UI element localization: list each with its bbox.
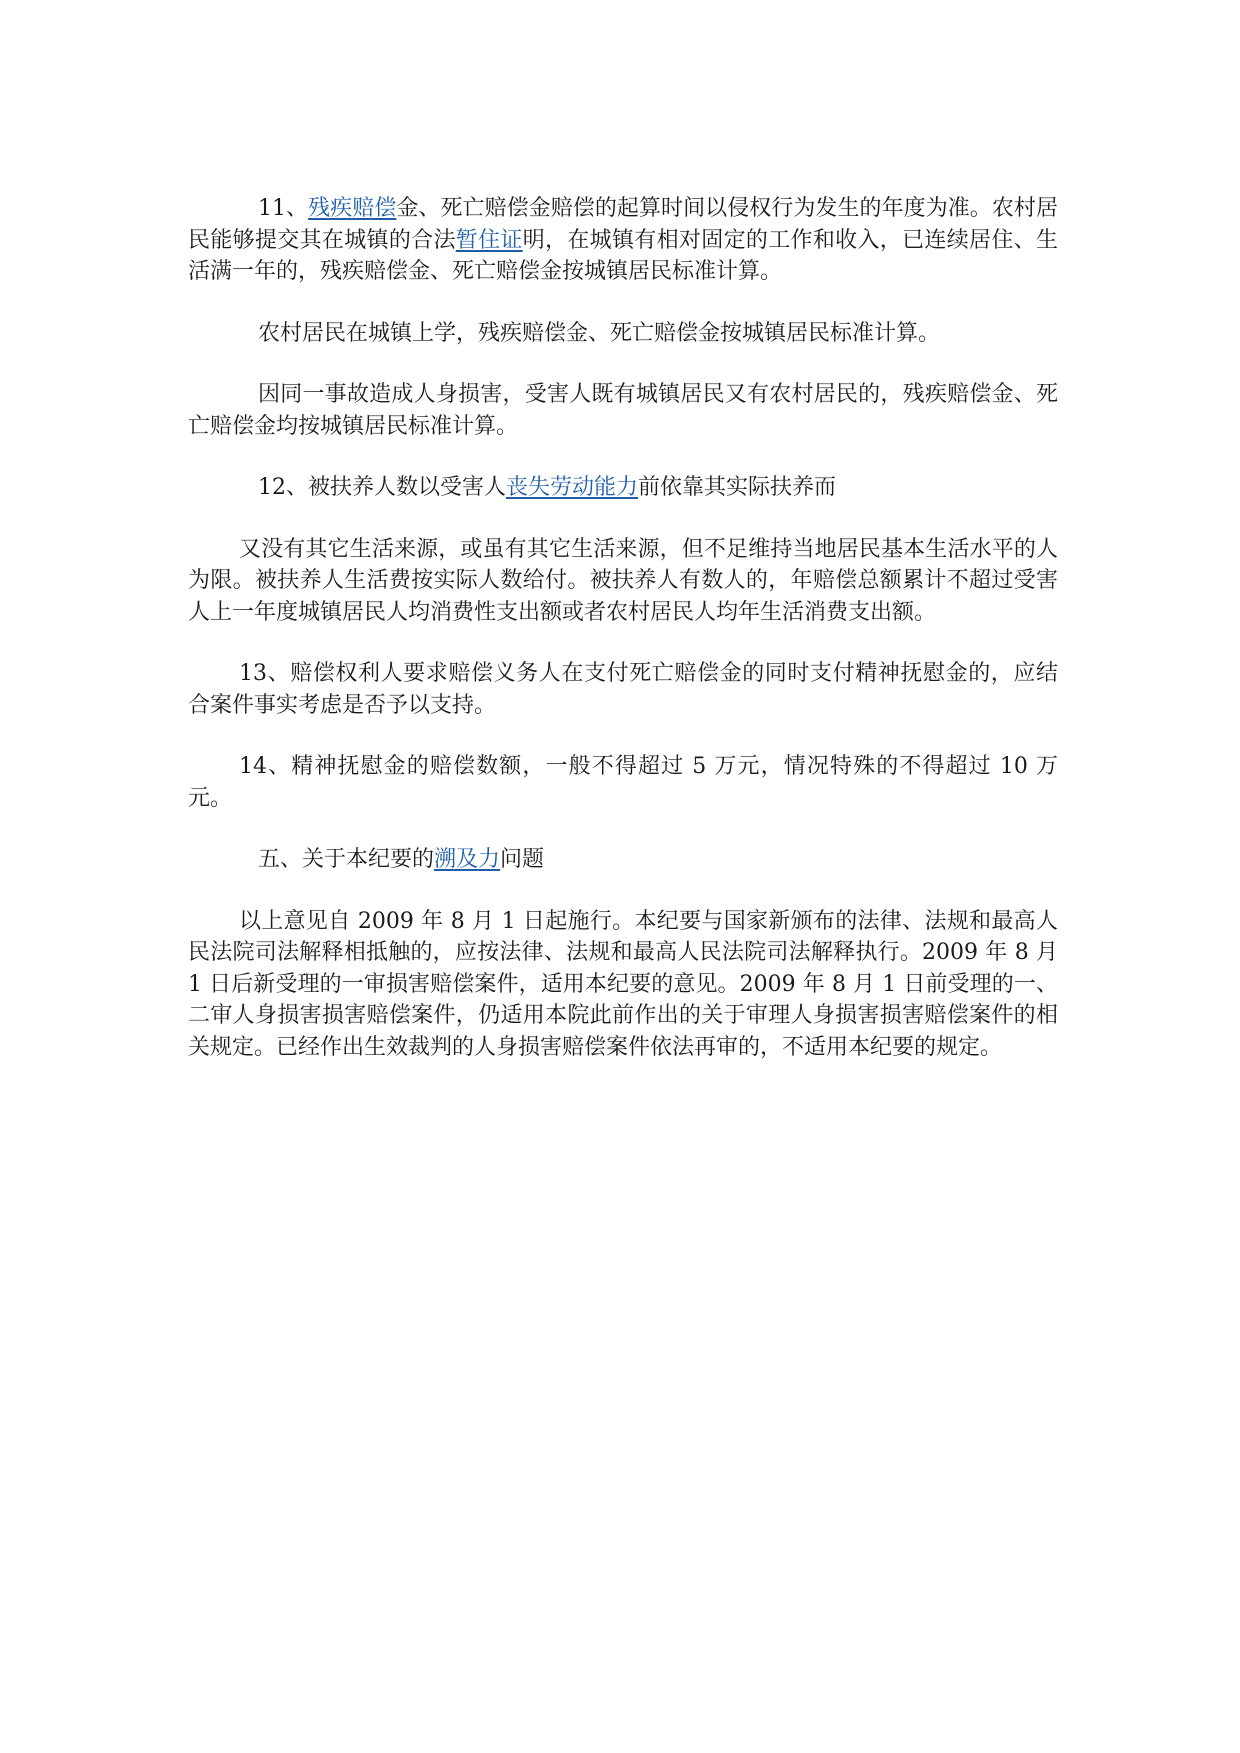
paragraph-dependents: 又没有其它生活来源，或虽有其它生活来源，但不足维持当地居民基本生活水平的人为限。被扶养人生活费按实际人数给付。被扶养人有数人的，年赔偿总额累计不超过受害人上一年度城镇居民人均消费性支出额或者农村居民人均年生活消费支出额。 [188, 536, 1058, 625]
link-disability-compensation[interactable]: 残疾赔偿 [308, 196, 397, 221]
paragraph-12 [188, 472, 1058, 504]
paragraph-rural-students: 农村居民在城镇上学，残疾赔偿金、死亡赔偿金按城镇居民标准计算。 [258, 320, 941, 346]
link-loss-of-working-ability[interactable]: 丧失劳动能力 [506, 475, 639, 500]
paragraph-11-text-1: 金、死亡赔偿金赔偿的起算时间以侵权行为发生的年度为准。农村居民能够提交其在城镇的合法 [188, 196, 1058, 253]
document-body [188, 193, 1058, 1063]
section-heading-5-text-2: 问题 [500, 847, 545, 872]
paragraph-11-text-2: 明，在城镇有相对固定的工作和收入，已连续居住、生活满一年的，残疾赔偿金、死亡赔偿金按城镇居民标准计算。 [188, 227, 1058, 284]
paragraph-14: 14、精神抚慰金的赔偿数额，一般不得超过 5 万元，情况特殊的不得超过 10 万元。 [188, 754, 1058, 811]
section-heading-5-text-1: 五、关于本纪要的 [258, 847, 435, 872]
paragraph-12-text-1: 12、被扶养人数以受害人 [258, 475, 506, 500]
paragraph-same-accident: 因同一事故造成人身损害，受害人既有城镇居民又有农村居民的，残疾赔偿金、死亡赔偿金均按城镇居民标准计算。 [188, 382, 1058, 439]
paragraph-12-text-2: 前依靠其实际扶养而 [638, 475, 837, 500]
paragraph-13: 13、赔偿权利人要求赔偿义务人在支付死亡赔偿金的同时支付精神抚慰金的，应结合案件事实考虑是否予以支持。 [188, 661, 1058, 718]
paragraph-11-number: 11、 [258, 196, 309, 221]
paragraph-11 [188, 193, 1058, 288]
paragraph-effective-date: 以上意见自 2009 年 8 月 1 日起施行。本纪要与国家新颁布的法律、法规和最高人民法院司法解释相抵触的，应按法律、法规和最高人民法院司法解释执行。2009 年 8 月 1 日后新受理的一审损害赔偿案件，适用本纪要的意见。2009 年 8 月 1 日前受理的一、二审人身损害损害赔偿案件，仍适用本院此前作出的关于审理人身损害损害赔偿案件的相关规定。已经作出生效裁判的人身损害赔偿案件依法再审的，不适用本纪要的规定。 [188, 908, 1058, 1060]
link-temporary-residence-permit[interactable]: 暂住证 [455, 227, 523, 253]
link-retroactive-effect[interactable]: 溯及力 [434, 847, 501, 872]
section-heading-5 [188, 844, 1058, 876]
